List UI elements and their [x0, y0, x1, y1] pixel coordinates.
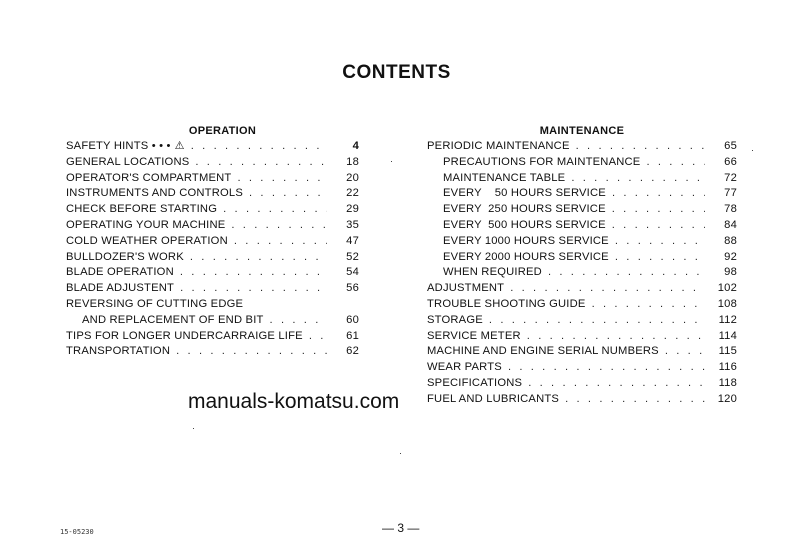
toc-entry-label: WEAR PARTS — [427, 361, 502, 374]
document-code: 15-05230 — [60, 528, 94, 536]
toc-entry-page: 78 — [724, 203, 737, 216]
toc-entry-page: 72 — [724, 171, 737, 184]
dot-leader — [615, 234, 705, 250]
scan-speck — [391, 161, 392, 162]
toc-entry-page: 35 — [346, 218, 359, 231]
toc-entry-blade-adjustent[interactable] — [66, 281, 359, 297]
toc-entry-label: BLADE ADJUSTENT — [66, 282, 175, 295]
toc-entry-label: INSTRUMENTS AND CONTROLS — [66, 187, 243, 200]
scan-speck — [400, 453, 401, 454]
toc-entry-every-250-hours[interactable] — [427, 202, 737, 218]
toc-entry-trouble-shooting-guide[interactable] — [427, 297, 737, 313]
toc-entry-label: SERVICE METER — [427, 329, 521, 342]
toc-entry-when-required[interactable] — [427, 265, 737, 281]
toc-entry-label: AND REPLACEMENT OF END BIT — [82, 313, 264, 326]
watermark-text: manuals-komatsu.com — [188, 390, 400, 413]
toc-entry-label: EVERY 500 HOURS SERVICE — [443, 218, 606, 231]
dot-leader — [612, 202, 705, 218]
dot-leader — [646, 155, 705, 171]
dot-leader — [231, 218, 327, 234]
toc-entry-wear-parts[interactable] — [427, 360, 737, 376]
toc-entry-page: 77 — [724, 187, 737, 200]
toc-entry-page: 56 — [346, 282, 359, 295]
toc-entry-transportation[interactable] — [66, 344, 359, 360]
toc-entry-page: 102 — [717, 282, 737, 295]
toc-entry-every-2000-hours[interactable] — [427, 250, 737, 266]
toc-entry-page: 65 — [724, 140, 737, 152]
toc-entry-page: 29 — [346, 203, 359, 216]
toc-entry-label: OPERATING YOUR MACHINE — [66, 218, 226, 231]
toc-entry-label: BLADE OPERATION — [66, 266, 174, 279]
toc-entry-label: OPERATOR'S COMPARTMENT — [66, 171, 232, 184]
toc-entry-replacement-of-end-bit[interactable] — [66, 313, 359, 329]
toc-entry-tips-undercarriage-life[interactable] — [66, 329, 359, 345]
toc-entry-page: 88 — [724, 234, 737, 247]
toc-entry-label: MACHINE AND ENGINE SERIAL NUMBERS — [427, 345, 659, 358]
toc-entry-maintenance-table[interactable] — [427, 171, 737, 187]
toc-entry-label: SAFETY HINTS • • • ⚠ — [66, 140, 185, 152]
dot-leader — [270, 313, 327, 329]
toc-entry-page: 61 — [346, 329, 359, 342]
toc-entry-page: 60 — [346, 313, 359, 326]
dot-leader — [571, 171, 705, 187]
toc-entry-every-500-hours[interactable] — [427, 218, 737, 234]
toc-entry-page: 114 — [718, 329, 737, 342]
toc-entry-label: CHECK BEFORE STARTING — [66, 203, 218, 216]
dot-leader — [195, 155, 327, 171]
toc-entry-page: 120 — [717, 392, 737, 405]
maintenance-section — [427, 124, 737, 408]
toc-entry-page: 20 — [346, 171, 359, 184]
toc-entry-page: 47 — [346, 234, 359, 247]
dot-leader — [612, 218, 705, 234]
dot-leader — [237, 171, 327, 187]
dot-leader — [565, 392, 705, 408]
toc-entry-label: COLD WEATHER OPERATION — [66, 234, 228, 247]
toc-entry-adjustment[interactable] — [427, 281, 737, 297]
toc-entry-label: TIPS FOR LONGER UNDERCARRAIGE LIFE — [66, 329, 303, 342]
toc-entry-reversing-of-cutting-edge[interactable] — [66, 297, 359, 313]
dot-leader — [234, 234, 327, 250]
toc-entry-blade-operation[interactable] — [66, 265, 359, 281]
page-number: — 3 — — [382, 521, 420, 535]
toc-entry-instruments-and-controls[interactable] — [66, 186, 359, 202]
toc-entry-label: TROUBLE SHOOTING GUIDE — [427, 297, 586, 310]
toc-entry-page: 52 — [346, 250, 359, 263]
toc-entry-storage[interactable] — [427, 313, 737, 329]
toc-entry-page: 112 — [718, 313, 737, 326]
dot-leader — [615, 250, 705, 266]
dot-leader — [180, 281, 327, 297]
warning-icon: ⚠ — [174, 140, 185, 152]
dot-leader — [508, 360, 705, 376]
dot-leader — [180, 265, 327, 281]
dot-leader — [527, 329, 705, 345]
toc-entry-label: STORAGE — [427, 313, 483, 326]
toc-entry-operators-compartment[interactable] — [66, 171, 359, 187]
toc-entry-safety-hints[interactable] — [66, 139, 359, 155]
toc-entry-every-50-hours[interactable] — [427, 186, 737, 202]
toc-entry-serial-numbers[interactable] — [427, 344, 737, 360]
toc-entry-specifications[interactable] — [427, 376, 737, 392]
toc-entry-fuel-and-lubricants[interactable] — [427, 392, 737, 408]
dot-leader — [190, 250, 327, 266]
toc-entry-label: FUEL AND LUBRICANTS — [427, 392, 560, 405]
toc-entry-page: 84 — [724, 218, 737, 231]
dot-leader — [576, 139, 705, 155]
toc-entry-page: 98 — [724, 266, 737, 279]
toc-entry-page: 92 — [724, 250, 737, 263]
toc-entry-page: 116 — [718, 361, 737, 374]
toc-entry-label: TRANSPORTATION — [66, 345, 171, 358]
section-heading-maintenance: MAINTENANCE — [539, 125, 625, 137]
dot-leader — [612, 186, 705, 202]
dot-leader — [176, 344, 327, 360]
toc-entry-label: EVERY 2000 HOURS SERVICE — [443, 250, 609, 263]
toc-entry-page: 118 — [718, 376, 737, 389]
toc-entry-page: 54 — [346, 266, 359, 279]
toc-entry-label: ADJUSTMENT — [427, 282, 505, 295]
toc-entry-label: EVERY 1000 HOURS SERVICE — [443, 234, 609, 247]
dot-leader — [548, 265, 705, 281]
toc-entry-label: REVERSING OF CUTTING EDGE — [66, 297, 244, 310]
toc-entry-page: 4 — [352, 140, 359, 152]
dot-leader — [665, 344, 705, 360]
toc-entry-label: PERIODIC MAINTENANCE — [427, 140, 570, 152]
toc-entry-label: SPECIFICATIONS — [427, 376, 523, 389]
dot-leader — [249, 186, 327, 202]
toc-entry-bulldozers-work[interactable] — [66, 250, 359, 266]
toc-entry-periodic-maintenance[interactable] — [427, 139, 737, 155]
toc-entry-label: EVERY 50 HOURS SERVICE — [443, 187, 606, 200]
dot-leader — [528, 376, 705, 392]
toc-entry-label: BULLDOZER'S WORK — [66, 250, 184, 263]
dot-leader — [191, 139, 327, 155]
toc-entry-page: 18 — [346, 155, 359, 168]
toc-entry-page: 22 — [346, 187, 359, 200]
toc-entry-cold-weather-operation[interactable] — [66, 234, 359, 250]
toc-entry-label: PRECAUTIONS FOR MAINTENANCE — [443, 155, 641, 168]
toc-entry-operating-your-machine[interactable] — [66, 218, 359, 234]
toc-entry-label: MAINTENANCE TABLE — [443, 171, 566, 184]
dot-leader — [309, 329, 327, 345]
toc-entry-page: 115 — [718, 345, 737, 358]
dot-leader — [510, 281, 705, 297]
toc-entry-label: EVERY 250 HOURS SERVICE — [443, 203, 606, 216]
section-heading-operation: OPERATION — [188, 125, 257, 137]
toc-entry-every-1000-hours[interactable] — [427, 234, 737, 250]
toc-entry-page: 108 — [717, 297, 737, 310]
scan-speck — [752, 150, 753, 151]
toc-entry-precautions-for-maintenance[interactable] — [427, 155, 737, 171]
scan-speck — [193, 428, 194, 429]
dot-leader — [592, 297, 705, 313]
toc-entry-general-locations[interactable] — [66, 155, 359, 171]
operation-section — [66, 124, 359, 360]
toc-entry-label: WHEN REQUIRED — [443, 266, 542, 279]
page-title: CONTENTS — [342, 62, 451, 83]
dot-leader — [223, 202, 327, 218]
toc-entry-page: 66 — [724, 155, 737, 168]
toc-entry-label: GENERAL LOCATIONS — [66, 155, 190, 168]
toc-entry-page: 62 — [346, 345, 359, 358]
dot-leader — [489, 313, 705, 329]
toc-entry-check-before-starting[interactable] — [66, 202, 359, 218]
toc-entry-service-meter[interactable] — [427, 329, 737, 345]
